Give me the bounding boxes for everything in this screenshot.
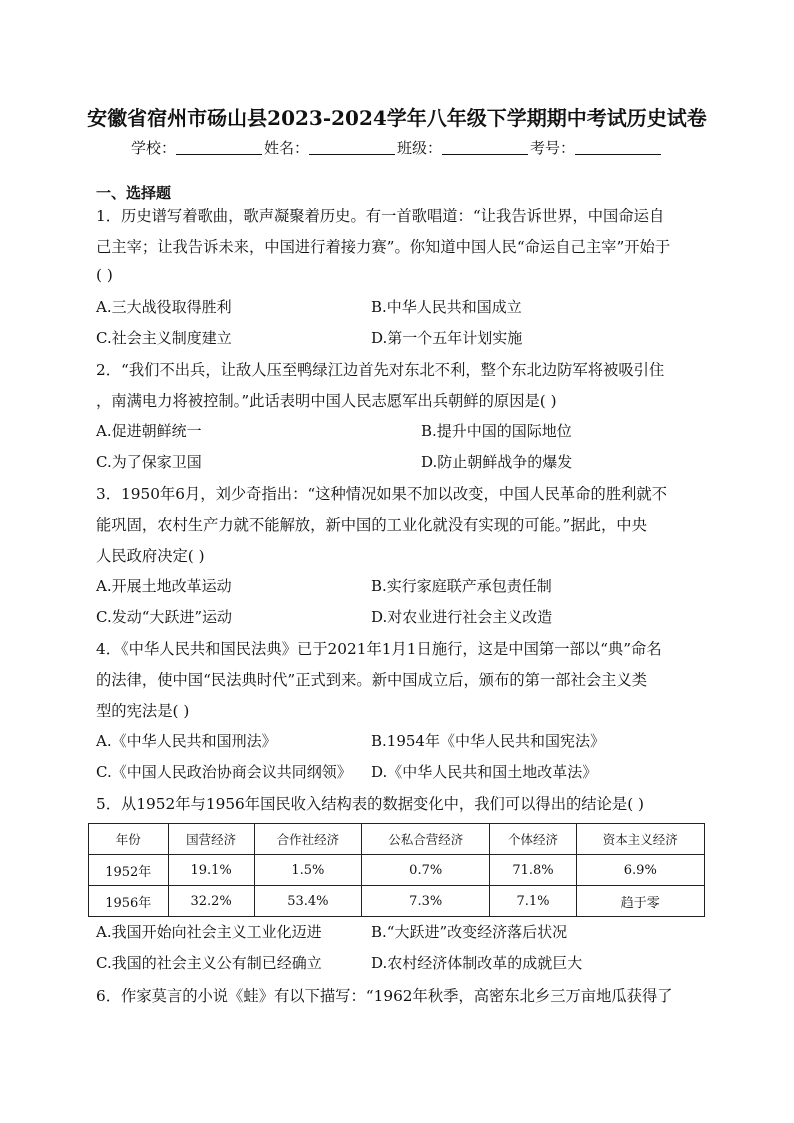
table-header-cell: 资本主义经济 bbox=[576, 824, 704, 855]
question-2-option-b[interactable]: B.提升中国的国际地位 bbox=[421, 422, 572, 440]
class-blank[interactable] bbox=[442, 140, 528, 155]
question-5-option-d[interactable]: D.农村经济体制改革的成就巨大 bbox=[371, 954, 583, 972]
question-1-line: 1．历史谱写着歌曲，歌声凝聚着历史。有一首歌唱道：“让我告诉世界，中国命运自 bbox=[96, 207, 665, 225]
section-heading: 一、选择题 bbox=[96, 184, 172, 202]
table-cell: 1956年 bbox=[89, 886, 169, 917]
question-3-line: 人民政府决定( ) bbox=[96, 547, 205, 565]
question-4-line: 型的宪法是( ) bbox=[96, 702, 190, 720]
question-1-line: ( ) bbox=[96, 266, 113, 284]
table-cell: 53.4% bbox=[254, 886, 361, 917]
question-5-option-c[interactable]: C.我国的社会主义公有制已经确立 bbox=[96, 954, 322, 972]
question-6-line: 6．作家莫言的小说《蛙》有以下描写：“1962年秋季，高密东北乡三万亩地瓜获得了 bbox=[96, 987, 673, 1005]
question-1-option-b[interactable]: B.中华人民共和国成立 bbox=[371, 298, 522, 316]
table-cell: 0.7% bbox=[362, 855, 490, 886]
question-4-option-c[interactable]: C.《中国人民政治协商会议共同纲领》 bbox=[96, 763, 352, 781]
student-info-line bbox=[0, 137, 794, 158]
question-4-option-d[interactable]: D.《中华人民共和国土地改革法》 bbox=[371, 763, 598, 781]
table-header-cell: 公私合营经济 bbox=[362, 824, 490, 855]
question-4-line: 的法律，使中国“民法典时代”正式到来。新中国成立后，颁布的第一部社会主义类 bbox=[96, 671, 648, 689]
table-cell: 1.5% bbox=[254, 855, 361, 886]
number-blank[interactable] bbox=[575, 140, 661, 155]
question-2-line: ，南满电力将被控制。”此话表明中国人民志愿军出兵朝鲜的原因是( ) bbox=[96, 392, 557, 410]
table-header-cell: 合作社经济 bbox=[254, 824, 361, 855]
question-3-option-c[interactable]: C.发动“大跃进”运动 bbox=[96, 608, 233, 626]
question-1-line: 己主宰；让我告诉未来，中国进行着接力赛”。你知道中国人民“命运自己主宰”开始于 bbox=[96, 238, 671, 256]
table-cell: 19.1% bbox=[168, 855, 254, 886]
table-row bbox=[89, 886, 705, 917]
question-2-option-d[interactable]: D.防止朝鲜战争的爆发 bbox=[421, 453, 573, 471]
question-5-option-b[interactable]: B.“大跃进”改变经济落后状况 bbox=[371, 923, 568, 941]
question-2-line: 2．“我们不出兵，让敌人压至鸭绿江边首先对东北不利，整个东北边防军将被吸引住 bbox=[96, 361, 665, 379]
name-label: 姓名： bbox=[263, 139, 309, 157]
question-1-option-d[interactable]: D.第一个五年计划实施 bbox=[371, 329, 523, 347]
question-2-option-c[interactable]: C.为了保家卫国 bbox=[96, 453, 202, 471]
question-4-option-b[interactable]: B.1954年《中华人民共和国宪法》 bbox=[371, 732, 605, 750]
question-3-option-b[interactable]: B.实行家庭联产承包责任制 bbox=[371, 577, 552, 595]
table-cell: 7.3% bbox=[362, 886, 490, 917]
question-1-option-a[interactable]: A.三大战役取得胜利 bbox=[96, 298, 232, 316]
question-3-line: 3．1950年6月，刘少奇指出：“这种情况如果不加以改变，中国人民革命的胜利就不 bbox=[96, 485, 668, 503]
table-cell: 1952年 bbox=[89, 855, 169, 886]
question-4-line: 4．《中华人民共和国民法典》已于2021年1月1日施行，这是中国第一部以“典”命名 bbox=[96, 640, 662, 658]
income-structure-table bbox=[88, 823, 705, 917]
school-blank[interactable] bbox=[176, 140, 262, 155]
number-label: 考号： bbox=[530, 139, 576, 157]
question-3-option-d[interactable]: D.对农业进行社会主义改造 bbox=[371, 608, 553, 626]
question-4-option-a[interactable]: A.《中华人民共和国刑法》 bbox=[96, 732, 277, 750]
table-cell: 趋于零 bbox=[576, 886, 704, 917]
table-header-row bbox=[89, 824, 705, 855]
table-cell: 32.2% bbox=[168, 886, 254, 917]
table-header-cell: 年份 bbox=[89, 824, 169, 855]
question-2-option-a[interactable]: A.促进朝鲜统一 bbox=[96, 422, 202, 440]
question-5-option-a[interactable]: A.我国开始向社会主义工业化迈进 bbox=[96, 923, 322, 941]
table-cell: 7.1% bbox=[490, 886, 576, 917]
table-header-cell: 国营经济 bbox=[168, 824, 254, 855]
table-header-cell: 个体经济 bbox=[490, 824, 576, 855]
question-3-option-a[interactable]: A.开展土地改革运动 bbox=[96, 577, 232, 595]
question-1-option-c[interactable]: C.社会主义制度建立 bbox=[96, 329, 232, 347]
table-cell: 71.8% bbox=[490, 855, 576, 886]
table-cell: 6.9% bbox=[576, 855, 704, 886]
page-title: 安徽省宿州市砀山县2023-2024学年八年级下学期期中考试历史试卷 bbox=[87, 106, 707, 130]
question-3-line: 能巩固，农村生产力就不能解放，新中国的工业化就没有实现的可能。”据此，中央 bbox=[96, 516, 647, 534]
name-blank[interactable] bbox=[309, 140, 395, 155]
school-label: 学校： bbox=[130, 139, 176, 157]
table-row bbox=[89, 855, 705, 886]
class-label: 班级： bbox=[397, 139, 443, 157]
question-5-line: 5．从1952年与1956年国民收入结构表的数据变化中，我们可以得出的结论是( ) bbox=[96, 795, 645, 813]
